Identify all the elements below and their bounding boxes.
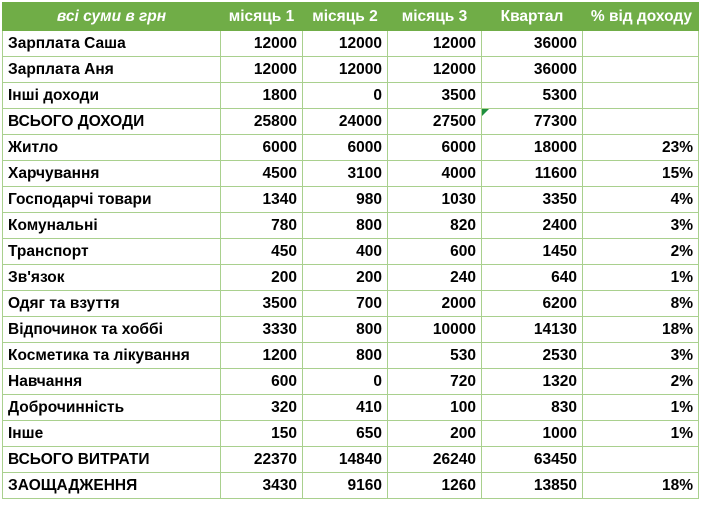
cell-percent-of-income[interactable]: 1% xyxy=(583,395,699,421)
cell-month-1[interactable]: 320 xyxy=(221,395,303,421)
cell-month-2[interactable]: 410 xyxy=(303,395,388,421)
cell-quarter[interactable]: 11600 xyxy=(482,161,583,187)
cell-month-2[interactable]: 12000 xyxy=(303,57,388,83)
cell-month-1[interactable]: 1200 xyxy=(221,343,303,369)
cell-month-3[interactable]: 6000 xyxy=(388,135,482,161)
table-row xyxy=(3,291,699,317)
cell-quarter[interactable]: 13850 xyxy=(482,473,583,499)
cell-quarter[interactable]: 2400 xyxy=(482,213,583,239)
cell-quarter[interactable]: 18000 xyxy=(482,135,583,161)
cell-month-3[interactable]: 530 xyxy=(388,343,482,369)
cell-month-2[interactable]: 980 xyxy=(303,187,388,213)
cell-month-1[interactable]: 600 xyxy=(221,369,303,395)
cell-label[interactable]: Одяг та взуття xyxy=(3,291,221,317)
cell-label[interactable]: ЗАОЩАДЖЕННЯ xyxy=(3,473,221,499)
cell-month-2[interactable]: 650 xyxy=(303,421,388,447)
cell-month-1[interactable]: 450 xyxy=(221,239,303,265)
table-row xyxy=(3,83,699,109)
cell-percent-of-income[interactable]: 18% xyxy=(583,317,699,343)
cell-month-1[interactable]: 25800 xyxy=(221,109,303,135)
cell-month-1[interactable]: 12000 xyxy=(221,57,303,83)
cell-quarter[interactable]: 36000 xyxy=(482,31,583,57)
cell-month-1[interactable]: 6000 xyxy=(221,135,303,161)
header-cell-month-3[interactable]: місяць 3 xyxy=(388,3,482,31)
table-row xyxy=(3,31,699,57)
table-row xyxy=(3,265,699,291)
cell-month-3[interactable]: 820 xyxy=(388,213,482,239)
cell-label[interactable]: Комунальні xyxy=(3,213,221,239)
cell-month-3[interactable]: 26240 xyxy=(388,447,482,473)
cell-month-1[interactable]: 4500 xyxy=(221,161,303,187)
header-cell-quarter[interactable]: Квартал xyxy=(482,3,583,31)
cell-quarter[interactable]: 63450 xyxy=(482,447,583,473)
cell-month-1[interactable]: 200 xyxy=(221,265,303,291)
cell-label[interactable]: ВСЬОГО ДОХОДИ xyxy=(3,109,221,135)
cell-month-1[interactable]: 22370 xyxy=(221,447,303,473)
spreadsheet xyxy=(2,2,704,512)
cell-value: 77300 xyxy=(533,113,577,130)
cell-month-1[interactable]: 150 xyxy=(221,421,303,447)
cell-quarter[interactable]: 640 xyxy=(482,265,583,291)
cell-month-3[interactable]: 27500 xyxy=(388,109,482,135)
cell-label[interactable]: Господарчі товари xyxy=(3,187,221,213)
cell-percent-of-income[interactable]: 3% xyxy=(583,213,699,239)
table-row xyxy=(3,213,699,239)
cell-label[interactable]: Косметика та лікування xyxy=(3,343,221,369)
cell-month-3[interactable]: 200 xyxy=(388,421,482,447)
cell-month-3[interactable]: 12000 xyxy=(388,31,482,57)
header-cell-month-1[interactable]: місяць 1 xyxy=(221,3,303,31)
table-row xyxy=(3,317,699,343)
header-row xyxy=(3,3,699,31)
cell-percent-of-income[interactable]: 1% xyxy=(583,421,699,447)
table-row xyxy=(3,187,699,213)
cell-month-1[interactable]: 12000 xyxy=(221,31,303,57)
cell-month-1[interactable]: 1340 xyxy=(221,187,303,213)
cell-month-1[interactable]: 3500 xyxy=(221,291,303,317)
cell-month-3[interactable]: 1260 xyxy=(388,473,482,499)
cell-month-3[interactable]: 2000 xyxy=(388,291,482,317)
cell-quarter[interactable]: 1320 xyxy=(482,369,583,395)
table-row xyxy=(3,369,699,395)
cell-month-3[interactable]: 3500 xyxy=(388,83,482,109)
header-cell-month-2[interactable]: місяць 2 xyxy=(303,3,388,31)
cell-month-2[interactable]: 14840 xyxy=(303,447,388,473)
cell-quarter[interactable]: 1000 xyxy=(482,421,583,447)
cell-quarter[interactable] xyxy=(482,109,583,135)
cell-label[interactable]: Транспорт xyxy=(3,239,221,265)
table-row xyxy=(3,57,699,83)
cell-percent-of-income[interactable]: 2% xyxy=(583,239,699,265)
table-row-total xyxy=(3,109,699,135)
cell-label[interactable]: Житло xyxy=(3,135,221,161)
budget-table xyxy=(2,2,699,499)
cell-month-2[interactable]: 6000 xyxy=(303,135,388,161)
header-cell-percent-of-income[interactable]: % від доходу xyxy=(583,3,699,31)
cell-month-2[interactable]: 800 xyxy=(303,343,388,369)
cell-month-2[interactable]: 700 xyxy=(303,291,388,317)
cell-month-3[interactable]: 100 xyxy=(388,395,482,421)
cell-percent-of-income[interactable] xyxy=(583,447,699,473)
cell-quarter[interactable]: 36000 xyxy=(482,57,583,83)
cell-month-1[interactable]: 3430 xyxy=(221,473,303,499)
cell-percent-of-income[interactable]: 1% xyxy=(583,265,699,291)
cell-month-3[interactable]: 12000 xyxy=(388,57,482,83)
cell-quarter[interactable]: 1450 xyxy=(482,239,583,265)
cell-month-3[interactable]: 720 xyxy=(388,369,482,395)
cell-percent-of-income[interactable]: 2% xyxy=(583,369,699,395)
cell-label[interactable]: Зв'язок xyxy=(3,265,221,291)
cell-percent-of-income[interactable] xyxy=(583,31,699,57)
cell-label[interactable]: Харчування xyxy=(3,161,221,187)
table-row-total xyxy=(3,447,699,473)
cell-month-3[interactable]: 600 xyxy=(388,239,482,265)
cell-label[interactable]: Зарплата Аня xyxy=(3,57,221,83)
cell-month-2[interactable]: 800 xyxy=(303,213,388,239)
cell-month-2[interactable]: 400 xyxy=(303,239,388,265)
cell-quarter[interactable]: 3350 xyxy=(482,187,583,213)
cell-month-1[interactable]: 780 xyxy=(221,213,303,239)
cell-quarter[interactable]: 6200 xyxy=(482,291,583,317)
table-row xyxy=(3,343,699,369)
cell-month-2[interactable]: 800 xyxy=(303,317,388,343)
error-indicator-icon[interactable] xyxy=(482,109,489,116)
cell-month-3[interactable]: 240 xyxy=(388,265,482,291)
table-row-total xyxy=(3,473,699,499)
cell-month-3[interactable]: 10000 xyxy=(388,317,482,343)
cell-month-2[interactable]: 24000 xyxy=(303,109,388,135)
table-row xyxy=(3,161,699,187)
cell-month-2[interactable]: 0 xyxy=(303,369,388,395)
cell-month-2[interactable]: 0 xyxy=(303,83,388,109)
cell-percent-of-income[interactable]: 18% xyxy=(583,473,699,499)
cell-percent-of-income[interactable]: 15% xyxy=(583,161,699,187)
cell-quarter[interactable]: 5300 xyxy=(482,83,583,109)
cell-month-3[interactable]: 4000 xyxy=(388,161,482,187)
cell-month-1[interactable]: 3330 xyxy=(221,317,303,343)
cell-percent-of-income[interactable] xyxy=(583,83,699,109)
cell-label[interactable]: Відпочинок та хоббі xyxy=(3,317,221,343)
cell-quarter[interactable]: 2530 xyxy=(482,343,583,369)
cell-month-2[interactable]: 12000 xyxy=(303,31,388,57)
cell-percent-of-income[interactable] xyxy=(583,57,699,83)
table-row xyxy=(3,395,699,421)
cell-percent-of-income[interactable]: 3% xyxy=(583,343,699,369)
cell-label[interactable]: Інші доходи xyxy=(3,83,221,109)
cell-month-1[interactable]: 1800 xyxy=(221,83,303,109)
cell-quarter[interactable]: 830 xyxy=(482,395,583,421)
cell-label[interactable]: Доброчинність xyxy=(3,395,221,421)
cell-label[interactable]: Зарплата Саша xyxy=(3,31,221,57)
cell-month-2[interactable]: 9160 xyxy=(303,473,388,499)
cell-percent-of-income[interactable]: 23% xyxy=(583,135,699,161)
table-row xyxy=(3,135,699,161)
cell-label[interactable]: Навчання xyxy=(3,369,221,395)
cell-label[interactable]: ВСЬОГО ВИТРАТИ xyxy=(3,447,221,473)
header-cell-label[interactable]: всі суми в грн xyxy=(3,3,221,31)
cell-month-2[interactable]: 200 xyxy=(303,265,388,291)
cell-label[interactable]: Інше xyxy=(3,421,221,447)
cell-percent-of-income[interactable]: 8% xyxy=(583,291,699,317)
cell-month-2[interactable]: 3100 xyxy=(303,161,388,187)
cell-quarter[interactable]: 14130 xyxy=(482,317,583,343)
cell-percent-of-income[interactable] xyxy=(583,109,699,135)
table-row xyxy=(3,239,699,265)
table-row xyxy=(3,421,699,447)
cell-month-3[interactable]: 1030 xyxy=(388,187,482,213)
cell-percent-of-income[interactable]: 4% xyxy=(583,187,699,213)
